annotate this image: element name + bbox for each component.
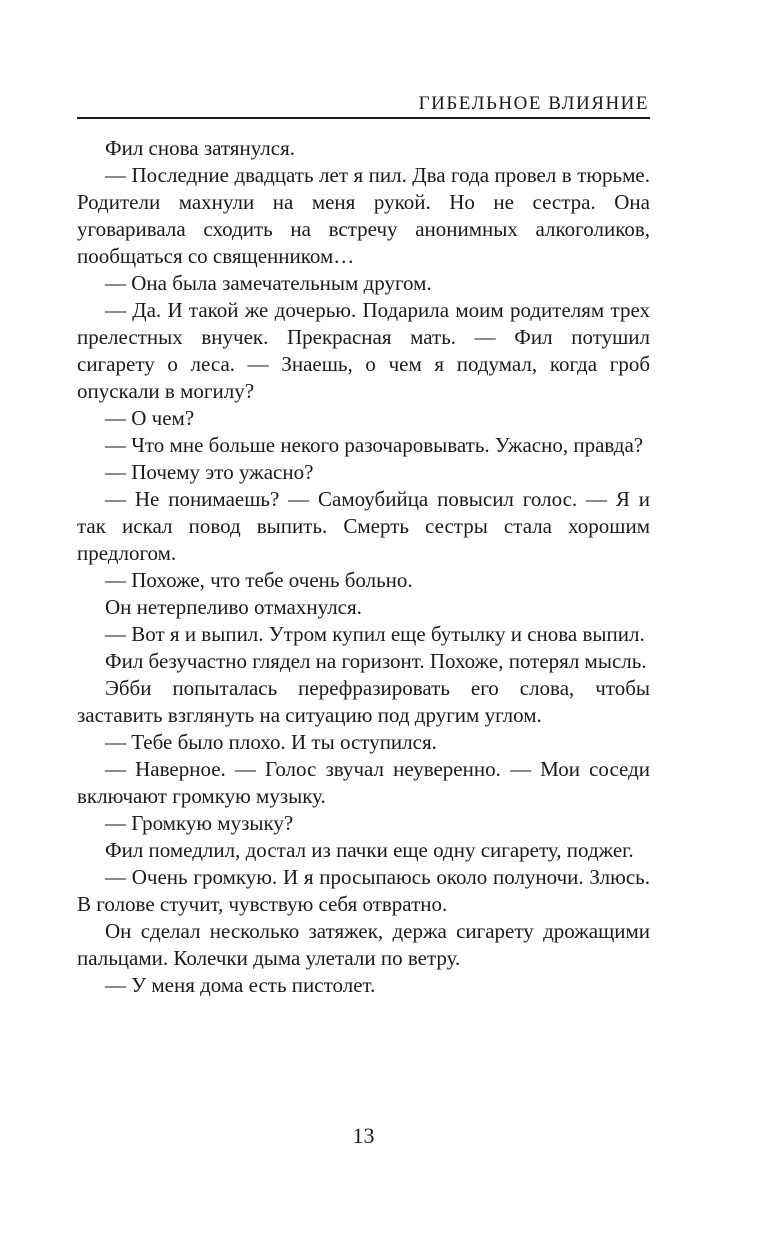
paragraph: — Не понимаешь? — Самоубийца повысил голос. — Я и так искал повод выпить. Смерть сестры стала хорошим предлогом. <box>77 487 650 565</box>
paragraph: — Очень громкую. И я просыпаюсь около полуночи. Злюсь. В голове стучит, чувствую себя отвратно. <box>77 865 650 916</box>
running-header: ГИБЕЛЬНОЕ ВЛИЯНИЕ <box>418 93 649 114</box>
paragraph: Он нетерпеливо отмахнулся. <box>105 595 362 619</box>
paragraph: — Почему это ужасно? <box>105 460 314 484</box>
body-text <box>77 135 650 999</box>
paragraph: — Похоже, что тебе очень больно. <box>105 568 413 592</box>
page-number: 13 <box>352 1123 375 1148</box>
paragraph: Фил безучастно глядел на горизонт. Похоже, потерял мысль. <box>105 649 647 673</box>
paragraph: — О чем? <box>105 406 195 430</box>
paragraph: — У меня дома есть пистолет. <box>105 973 376 997</box>
header-rule <box>77 117 650 119</box>
paragraph: — Последние двадцать лет я пил. Два года провел в тюрьме. Родители махнули на меня рукой. Но не сестра. Она уговаривала сходить на встречу анонимных алкоголиков, пообщаться со священником… <box>77 163 650 268</box>
paragraph: — Громкую музыку? <box>105 811 294 835</box>
paragraph: — Наверное. — Голос звучал неуверенно. — Мои соседи включают громкую музыку. <box>77 757 650 808</box>
paragraph: — Да. И такой же дочерью. Подарила моим родителям трех прелестных внучек. Прекрасная мать. — Фил потушил сигарету о леса. — Знаешь, о чем я подумал, когда гроб опускали в могилу? <box>77 298 650 403</box>
paragraph: — Что мне больше некого разочаровывать. Ужасно, правда? <box>105 433 644 457</box>
paragraph: Он сделал несколько затяжек, держа сигарету дрожащими пальцами. Колечки дыма улетали по ветру. <box>77 919 650 970</box>
paragraph: — Тебе было плохо. И ты оступился. <box>105 730 437 754</box>
paragraph: — Она была замечательным другом. <box>105 271 432 295</box>
paragraph: Эбби попыталась перефразировать его слова, чтобы заставить взглянуть на ситуацию под другим углом. <box>77 676 650 727</box>
paragraph: Фил снова затянулся. <box>105 136 295 160</box>
paragraph: — Вот я и выпил. Утром купил еще бутылку и снова выпил. <box>105 622 645 646</box>
paragraph: Фил помедлил, достал из пачки еще одну сигарету, поджег. <box>105 838 634 862</box>
